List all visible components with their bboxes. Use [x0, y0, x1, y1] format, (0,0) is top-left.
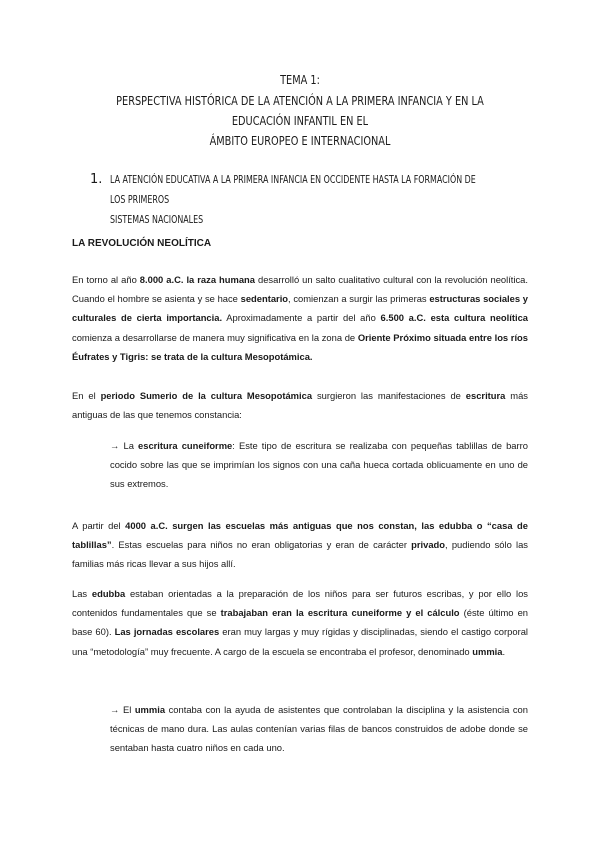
subheading: LA REVOLUCIÓN NEOLÍTICA: [72, 238, 212, 249]
title-line-2: PERSPECTIVA HISTÓRICA DE LA ATENCIÓN A LA PRIMERA INFANCIA Y EN LA EDUCACIÓN INFANTIL EN EL: [116, 93, 484, 128]
arrow-icon: →: [110, 704, 123, 715]
paragraph-3: A partir del 4000 a.C. surgen las escuelas más antiguas que nos constan, las edubba o “casa de tablillas”. Estas escuelas para niños no eran obligatorias y eran de carácter privado, pudiendo sólo las familias más ricas llevar a sus hijos allí.: [72, 520, 528, 570]
section-title-line-2: SISTEMAS NACIONALES: [110, 213, 204, 226]
paragraph-1: En torno al año 8.000 a.C. la raza humana desarrolló un salto cualitativo cultural con la revolución neolítica. Cuando el hombre se asienta y se hace sedentario, comienzan a surgir las primeras estructuras sociales y culturales de cierta importancia. Aproximadamente a partir del año 6.500 a.C. esta cultura neolítica comienza a desarrollarse de manera muy significativa en la zona de Oriente Próximo situada entre los ríos Éufrates y Tigris: se trata de la cultura Mesopotámica.: [72, 274, 529, 362]
bullet-paragraph-1: → La escritura cuneiforme: Este tipo de escritura se realizaba con pequeñas tablillas de barro cocido sobre las que se imprimían los signos con una caña hueca cortada oblicuamente en uno de sus extremos.: [110, 440, 528, 490]
paragraph-4: Las edubba estaban orientadas a la preparación de los niños para ser futuros escribas, y por ello los contenidos fundamentales que se trabajaban eran la escritura cuneiforme y el cálculo (éste último en base 60). Las jornadas escolares eran muy largas y muy rígidas y disciplinadas, siendo el castigo corporal una “metodología” muy frecuente. A cargo de la escuela se encontraba el profesor, denominado ummia.: [72, 588, 528, 657]
title-line-1: TEMA 1:: [280, 72, 320, 87]
title-main: [97, 91, 503, 151]
section-title-line-1: LA ATENCIÓN EDUCATIVA A LA PRIMERA INFANCIA EN OCCIDENTE HASTA LA FORMACIÓN DE LOS PRIMEROS: [110, 173, 476, 206]
section-number: 1.: [90, 172, 103, 187]
bullet-paragraph-2: → El ummia contaba con la ayuda de asistentes que controlaban la disciplina y la asistencia con técnicas de mano dura. Las aulas contenían varias filas de bancos construidos de adobe donde se sentaban hasta cuatro niños en cada uno.: [110, 704, 528, 754]
title-line-3: ÁMBITO EUROPEO E INTERNACIONAL: [209, 133, 391, 148]
paragraph-2: En el periodo Sumerio de la cultura Mesopotámica surgieron las manifestaciones de escritura más antiguas de las que tenemos constancia:: [72, 390, 528, 421]
section-title: [110, 170, 484, 230]
arrow-icon: →: [110, 440, 124, 451]
